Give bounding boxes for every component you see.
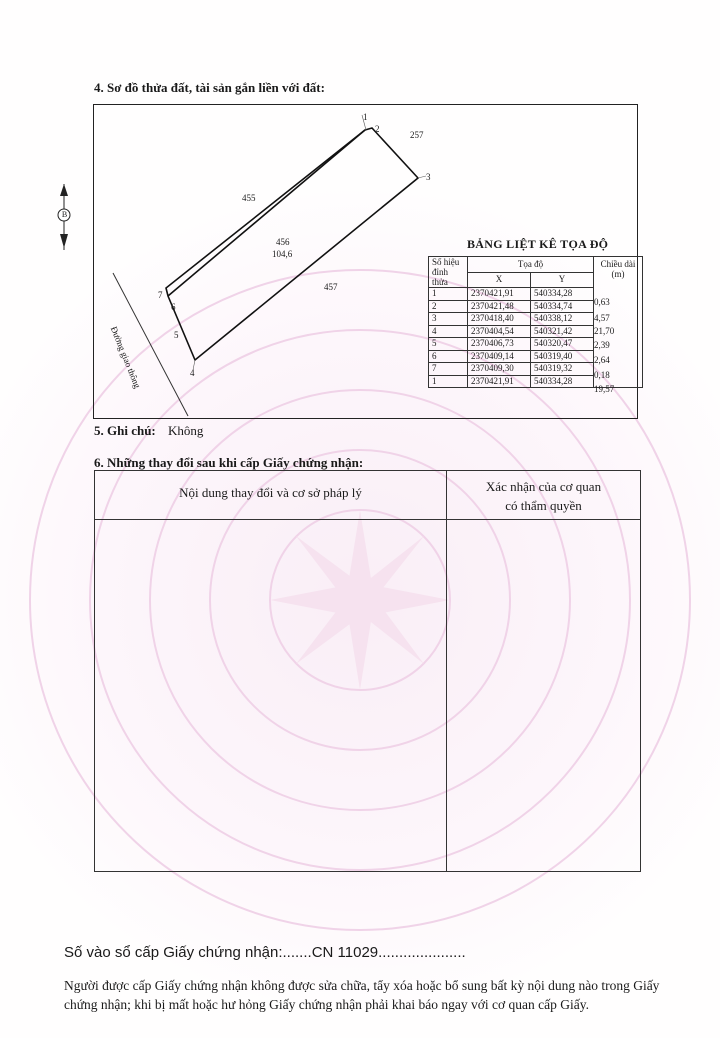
- parcel-number: 456: [276, 237, 290, 247]
- neighbor-parcel-top: 257: [410, 130, 424, 140]
- section4-title: 4. Sơ đồ thửa đất, tài sản gắn liền với đất:: [94, 80, 325, 95]
- road-label: Đường giao thông: [108, 325, 143, 390]
- point-label-1: 1: [363, 112, 368, 122]
- section6-title: 6. Những thay đổi sau khi cấp Giấy chứng nhận:: [94, 455, 364, 470]
- table-row: 7 2370409,30 540319,32: [429, 363, 643, 376]
- head-x: X: [468, 272, 531, 288]
- parcel-area: 104,6: [272, 249, 293, 259]
- changes-col-authority: Xác nhận của cơ quan có thẩm quyền: [485, 479, 602, 513]
- neighbor-parcel-left: 455: [242, 193, 256, 203]
- segment-length: 2,64: [594, 355, 610, 365]
- head-point: Số hiệu đỉnh thửa: [429, 257, 468, 288]
- section5-value: Không: [168, 423, 204, 438]
- segment-length: 0,63: [594, 297, 610, 307]
- point-label-5: 5: [174, 330, 179, 340]
- table-row: 1 2370421,91 540334,28: [429, 288, 643, 301]
- segment-length: 21,70: [594, 326, 615, 336]
- head-coord: Tọa độ: [468, 257, 594, 273]
- table-row: 2 2370421,48 540334,74: [429, 300, 643, 313]
- table-row: 3 2370418,40 540338,12: [429, 313, 643, 326]
- changes-table: [94, 470, 641, 872]
- segment-length: 4,57: [594, 313, 610, 323]
- footer-note: Người được cấp Giấy chứng nhận không được sửa chữa, tẩy xóa hoặc bổ sung bất kỳ nội dung nào trong Giấy chứng nhận; khi bị mất hoặc hư hỏng Giấy chứng nhận phải khai báo ngay với cơ quan cấp Giấy.: [64, 978, 660, 1012]
- coordinate-table: [428, 256, 643, 388]
- segment-length: 0,18: [594, 370, 610, 380]
- head-y: Y: [531, 272, 594, 288]
- section5-title: 5. Ghi chú:: [94, 423, 156, 438]
- point-label-2: 2: [375, 124, 380, 134]
- parcel-boundary: [166, 128, 418, 360]
- segment-length: 2,39: [594, 340, 610, 350]
- head-length: Chiều dài (m): [600, 259, 636, 279]
- point-label-4: 4: [190, 368, 195, 378]
- north-symbol: B: [61, 210, 68, 219]
- table-row: 6 2370409,14 540319,40: [429, 350, 643, 363]
- point-label-3: 3: [426, 172, 431, 182]
- segment-length: 19,57: [594, 384, 615, 394]
- point-label-7: 7: [158, 290, 163, 300]
- point-label-6: 6: [171, 302, 176, 312]
- table-row: 4 2370404,54 540321,42: [429, 325, 643, 338]
- table-row: 1 2370421,91 540334,28: [429, 375, 643, 388]
- table-row: 5 2370406,73 540320,47: [429, 338, 643, 351]
- changes-col-content: Nội dung thay đổi và cơ sở pháp lý: [179, 485, 362, 500]
- coord-table-title: BẢNG LIỆT KÊ TỌA ĐỘ: [467, 237, 609, 251]
- registry-number: Số vào sổ cấp Giấy chứng nhận:.......CN 11029.....................: [64, 944, 466, 961]
- neighbor-parcel-right: 457: [324, 282, 338, 292]
